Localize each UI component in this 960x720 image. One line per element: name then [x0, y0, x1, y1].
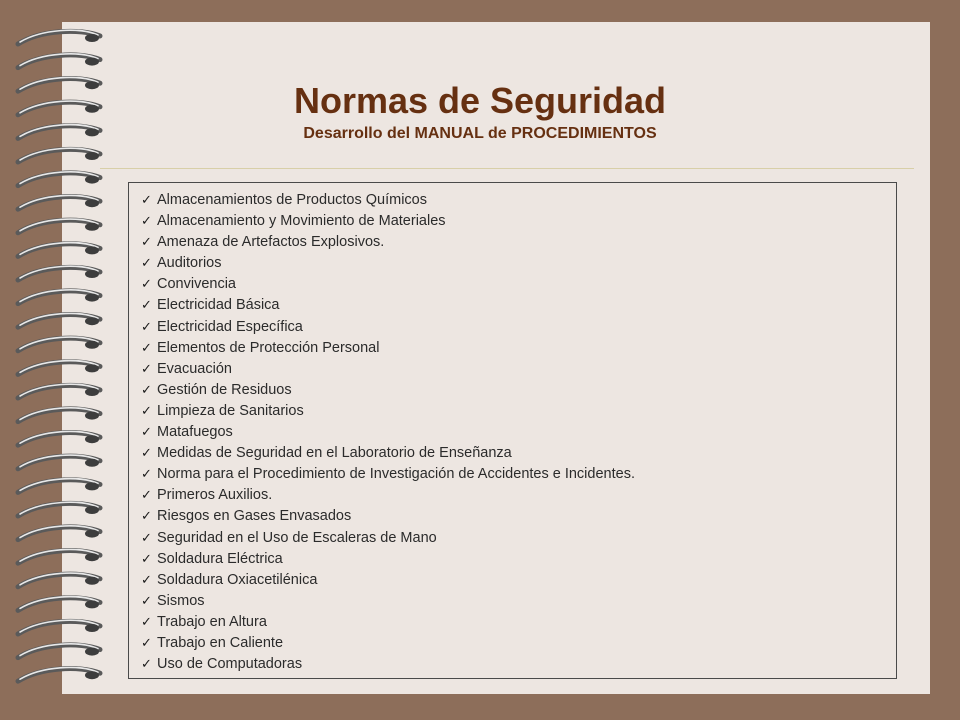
- spiral-hole: [85, 624, 99, 632]
- list-item-label: Soldadura Eléctrica: [157, 550, 283, 567]
- spiral-hole: [85, 341, 99, 349]
- list-item: [141, 590, 635, 611]
- spiral-hole: [85, 364, 99, 372]
- list-item: [141, 527, 635, 548]
- list-item-label: Uso de Computadoras: [157, 656, 303, 673]
- spiral-hole: [85, 388, 99, 396]
- list-item-label: Riesgos en Gases Envasados: [157, 508, 352, 525]
- spiral-hole: [85, 577, 99, 585]
- spiral-hole: [85, 199, 99, 207]
- check-icon: ✓: [141, 424, 152, 440]
- list-item: [141, 569, 635, 590]
- list-item-label: Elementos de Protección Personal: [157, 339, 380, 356]
- check-icon: ✓: [141, 466, 152, 482]
- check-icon: ✓: [141, 339, 152, 355]
- list-item-label: Soldadura Oxiacetilénica: [157, 571, 318, 588]
- check-icon: ✓: [141, 234, 152, 250]
- check-icon: ✓: [141, 402, 152, 418]
- spiral-hole: [85, 412, 99, 420]
- list-item: [141, 294, 635, 315]
- subtitle-prefix: Desarrollo del: [303, 125, 415, 142]
- check-icon: ✓: [141, 613, 152, 629]
- list-item-label: Primeros Auxilios.: [157, 487, 273, 504]
- page-subtitle: [0, 125, 960, 143]
- list-item-label: Electricidad Básica: [157, 297, 280, 314]
- spiral-hole: [85, 152, 99, 160]
- list-item-label: Trabajo en Caliente: [157, 634, 284, 651]
- spiral-hole: [85, 506, 99, 514]
- list-item: [141, 632, 635, 653]
- check-icon: ✓: [141, 529, 152, 545]
- spiral-hole: [85, 223, 99, 231]
- procedures-list: [141, 189, 635, 674]
- page-title: Normas de Seguridad: [293, 80, 667, 121]
- list-item-label: Evacuación: [157, 360, 232, 377]
- spiral-hole: [85, 648, 99, 656]
- check-icon: ✓: [141, 297, 152, 313]
- spiral-hole: [85, 270, 99, 278]
- check-icon: ✓: [141, 508, 152, 524]
- list-item: [141, 189, 635, 210]
- spiral-hole: [85, 58, 99, 66]
- list-item: [141, 505, 635, 526]
- list-item: [141, 252, 635, 273]
- check-icon: ✓: [141, 381, 152, 397]
- list-item: [141, 210, 635, 231]
- spiral-hole: [85, 34, 99, 42]
- list-item: [141, 442, 635, 463]
- list-item: [141, 611, 635, 632]
- check-icon: ✓: [141, 656, 152, 672]
- spiral-hole: [85, 459, 99, 467]
- check-icon: ✓: [141, 192, 152, 207]
- procedures-box: [128, 182, 897, 679]
- list-item-label: Seguridad en el Uso de Escaleras de Mano: [157, 529, 437, 546]
- list-item-label: Gestión de Residuos: [157, 381, 292, 398]
- list-item-label: Convivencia: [157, 276, 236, 293]
- spiral-hole: [85, 530, 99, 538]
- check-icon: ✓: [141, 487, 152, 503]
- check-icon: ✓: [141, 360, 152, 376]
- spiral-hole: [85, 294, 99, 302]
- check-icon: ✓: [141, 634, 152, 650]
- list-item: [141, 400, 635, 421]
- list-item-label: Almacenamiento y Movimiento de Materiales: [157, 213, 446, 230]
- list-item-label: Sismos: [157, 592, 205, 609]
- list-item: [141, 273, 635, 294]
- list-item: [141, 379, 635, 400]
- list-item-label: Medidas de Seguridad en el Laboratorio de Enseñanza: [157, 445, 512, 462]
- spiral-hole: [85, 482, 99, 490]
- spiral-hole: [85, 553, 99, 561]
- spiral-binding: [0, 22, 130, 694]
- list-item-label: Electricidad Específica: [157, 318, 303, 335]
- list-item: [141, 548, 635, 569]
- list-item: [141, 231, 635, 252]
- list-item-label: Norma para el Procedimiento de Investigación de Accidentes e Incidentes.: [157, 466, 635, 483]
- list-item: [141, 316, 635, 337]
- list-item: [141, 484, 635, 505]
- spiral-hole: [85, 317, 99, 325]
- spiral-hole: [85, 671, 99, 679]
- spiral-hole: [85, 176, 99, 184]
- check-icon: ✓: [141, 445, 152, 461]
- list-item-label: Amenaza de Artefactos Explosivos.: [157, 234, 385, 251]
- subtitle-strong: MANUAL de PROCEDIMIENTOS: [414, 125, 657, 142]
- list-item: [141, 337, 635, 358]
- check-icon: ✓: [141, 318, 152, 334]
- check-icon: ✓: [141, 276, 152, 292]
- check-icon: ✓: [141, 550, 152, 566]
- title-divider: [100, 168, 914, 169]
- check-icon: ✓: [141, 571, 152, 587]
- list-item: [141, 653, 635, 674]
- spiral-hole: [85, 435, 99, 443]
- list-item-label: Auditorios: [157, 255, 222, 272]
- spiral-hole: [85, 600, 99, 608]
- list-item: [141, 421, 635, 442]
- list-item: [141, 358, 635, 379]
- list-item-label: Matafuegos: [157, 424, 233, 441]
- list-item-label: Limpieza de Sanitarios: [157, 402, 304, 419]
- check-icon: ✓: [141, 255, 152, 271]
- list-item-label: Trabajo en Altura: [157, 613, 267, 630]
- list-item: [141, 463, 635, 484]
- check-icon: ✓: [141, 592, 152, 608]
- list-item-label: Almacenamientos de Productos Químicos: [157, 192, 427, 208]
- spiral-hole: [85, 246, 99, 254]
- check-icon: ✓: [141, 213, 152, 229]
